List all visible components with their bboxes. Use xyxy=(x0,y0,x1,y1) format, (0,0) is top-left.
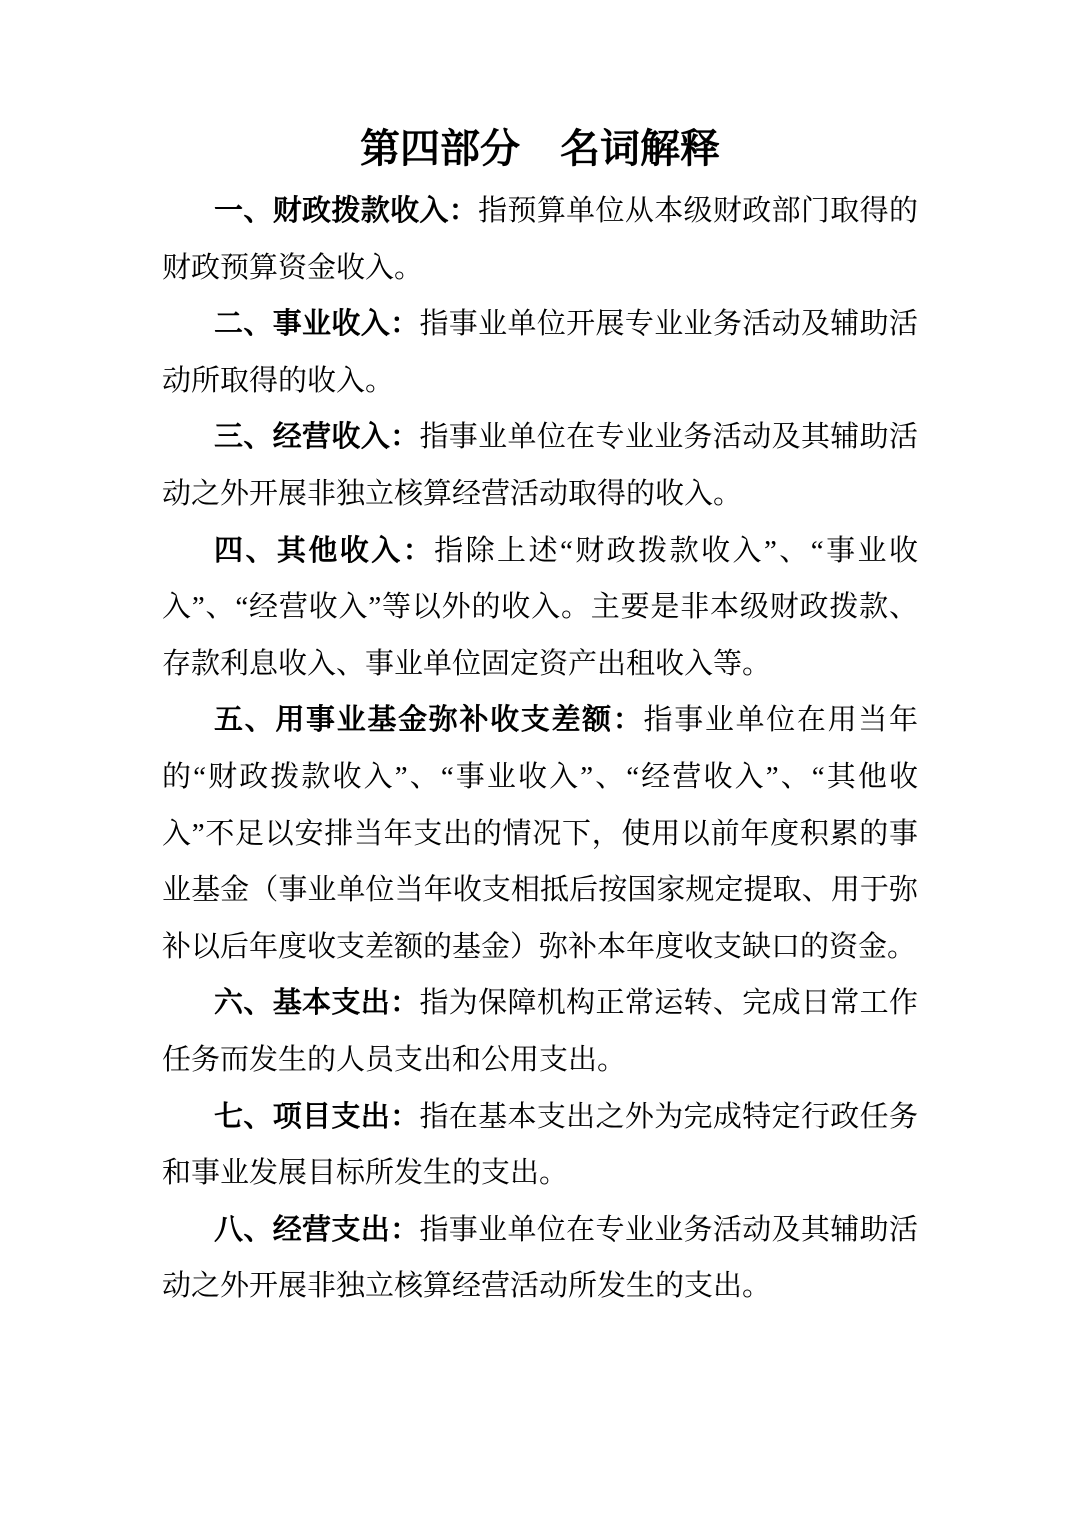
term-paragraph-2 xyxy=(162,296,918,409)
term-label: 八、经营支出： xyxy=(214,1213,420,1246)
term-definition: 指除上述“财政拨款收入”、“事业收入”、“经营收入”等以外的收入。主要是非本级财政拨款、存款利息收入、事业单位固定资产出租收入等。 xyxy=(162,534,918,680)
term-label: 四、其他收入： xyxy=(214,534,435,567)
term-definition: 指事业单位在专业业务活动及其辅助活动之外开展非独立核算经营活动所发生的支出。 xyxy=(162,1213,918,1303)
term-definition: 指事业单位开展专业业务活动及辅助活动所取得的收入。 xyxy=(162,308,918,397)
term-paragraph-4 xyxy=(162,523,918,693)
term-definition: 指为保障机构正常运转、完成日常工作任务而发生的人员支出和公用支出。 xyxy=(162,987,918,1076)
term-paragraph-8 xyxy=(162,1202,918,1315)
term-label: 二、事业收入： xyxy=(214,308,420,341)
page-title: 第四部分 名词解释 xyxy=(360,126,720,171)
term-paragraph-7 xyxy=(162,1089,918,1202)
term-label: 七、项目支出： xyxy=(214,1100,420,1133)
term-paragraph-5 xyxy=(162,692,918,975)
term-label: 一、财政拨款收入： xyxy=(214,195,479,227)
term-label: 六、基本支出： xyxy=(214,987,420,1020)
term-paragraph-1 xyxy=(162,183,918,296)
term-paragraph-3 xyxy=(162,409,918,522)
term-definition: 指事业单位在专业业务活动及其辅助活动之外开展非独立核算经营活动取得的收入。 xyxy=(162,421,918,510)
term-label: 三、经营收入： xyxy=(214,421,420,454)
term-definition: 指事业单位在用当年的“财政拨款收入”、“事业收入”、“经营收入”、“其他收入”不足以安排当年支出的情况下，使用以前年度积累的事业基金（事业单位当年收支相抵后按国家规定提取、用于弥补以后年度收支差额的基金）弥补本年度收支缺口的资金。 xyxy=(162,704,918,963)
terms-list xyxy=(162,183,918,1315)
term-definition: 指预算单位从本级财政部门取得的财政预算资金收入。 xyxy=(162,195,918,284)
term-label: 五、用事业基金弥补收支差额： xyxy=(214,704,644,737)
term-definition: 指在基本支出之外为完成特定行政任务和事业发展目标所发生的支出。 xyxy=(162,1100,918,1190)
term-paragraph-6 xyxy=(162,975,918,1088)
